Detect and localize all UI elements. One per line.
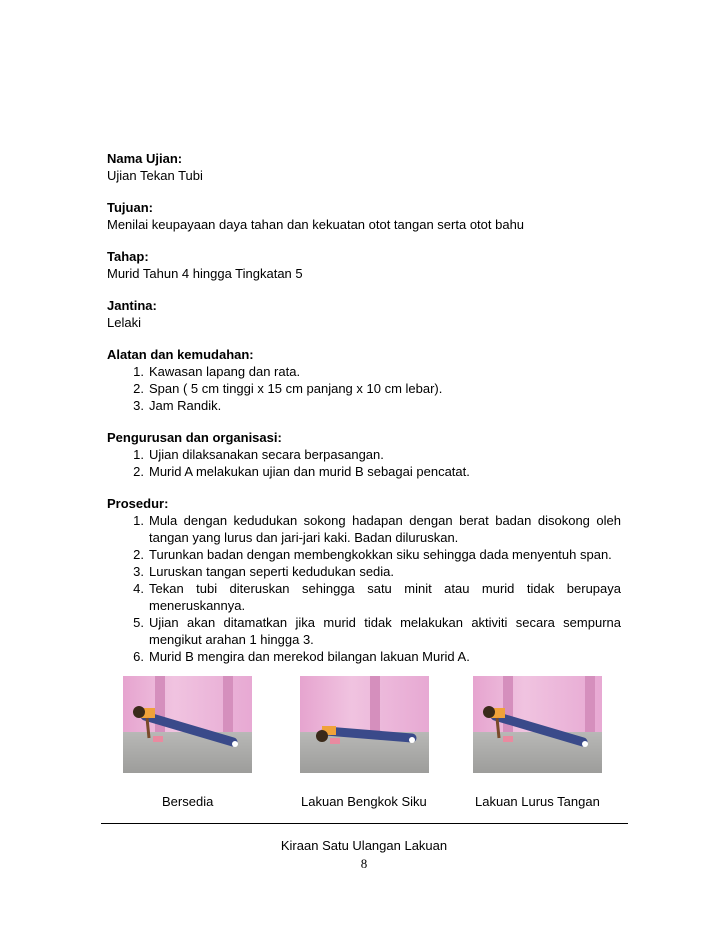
section-tahap — [107, 248, 621, 282]
section-text: Lelaki — [107, 315, 141, 330]
photo-bengkok-siku — [300, 676, 429, 773]
list-item: 4. Tekan tubi diteruskan sehingga satu minit atau murid tidak berupaya meneruskannya. — [133, 581, 621, 613]
photo-lurus-tangan — [473, 676, 602, 773]
pengurusan-list — [107, 446, 621, 480]
list-item: 1. Kawasan lapang dan rata. — [133, 364, 301, 379]
prosedur-list — [107, 512, 621, 665]
section-heading: Prosedur: — [107, 496, 169, 511]
section-heading: Alatan dan kemudahan: — [107, 347, 254, 362]
caption-bengkok-siku: Lakuan Bengkok Siku — [301, 794, 427, 809]
section-pengurusan — [107, 429, 621, 480]
photo-bersedia — [123, 676, 252, 773]
list-item: 2. Turunkan badan dengan membengkokkan siku sehingga dada menyentuh span. — [133, 547, 612, 562]
section-jantina — [107, 297, 621, 331]
section-heading: Pengurusan dan organisasi: — [107, 430, 282, 445]
section-heading: Jantina: — [107, 298, 157, 313]
alatan-list — [107, 363, 621, 414]
list-item: 3. Luruskan tangan seperti kedudukan sedia. — [133, 564, 395, 579]
section-heading: Tujuan: — [107, 200, 153, 215]
caption-bersedia: Bersedia — [162, 794, 214, 809]
section-text: Murid Tahun 4 hingga Tingkatan 5 — [107, 266, 303, 281]
pushup-figure-icon — [300, 676, 429, 773]
list-item: 2. Murid A melakukan ujian dan murid B sebagai pencatat. — [133, 464, 470, 479]
list-item: 6. Murid B mengira dan merekod bilangan lakuan Murid A. — [133, 649, 470, 664]
list-item: 2. Span ( 5 cm tinggi x 15 cm panjang x 10 cm lebar). — [133, 381, 443, 396]
pushup-figure-icon — [123, 676, 252, 773]
section-heading: Nama Ujian: — [107, 151, 183, 166]
list-item: 3. Jam Randik. — [133, 398, 222, 413]
section-heading: Tahap: — [107, 249, 149, 264]
list-item: 5. Ujian akan ditamatkan jika murid tidak melakukan aktiviti secara sempurna mengikut arahan 1 hingga 3. — [133, 615, 621, 647]
section-text: Menilai keupayaan daya tahan dan kekuatan otot tangan serta otot bahu — [107, 217, 525, 232]
list-item: 1. Ujian dilaksanakan secara berpasangan. — [133, 447, 384, 462]
section-alatan — [107, 346, 621, 414]
footer-title: Kiraan Satu Ulangan Lakuan — [280, 838, 448, 853]
document-body — [107, 150, 621, 680]
section-text: Ujian Tekan Tubi — [107, 168, 203, 183]
list-item: 1. Mula dengan kedudukan sokong hadapan dengan berat badan disokong oleh tangan yang lurus dan jari-jari kaki. Badan diluruskan. — [133, 513, 621, 545]
caption-lurus-tangan: Lakuan Lurus Tangan — [475, 794, 600, 809]
section-nama-ujian — [107, 150, 621, 184]
section-prosedur — [107, 495, 621, 665]
footer-divider — [101, 823, 628, 824]
page-number: 8 — [360, 856, 368, 871]
pushup-figure-icon — [473, 676, 602, 773]
section-tujuan — [107, 199, 621, 233]
